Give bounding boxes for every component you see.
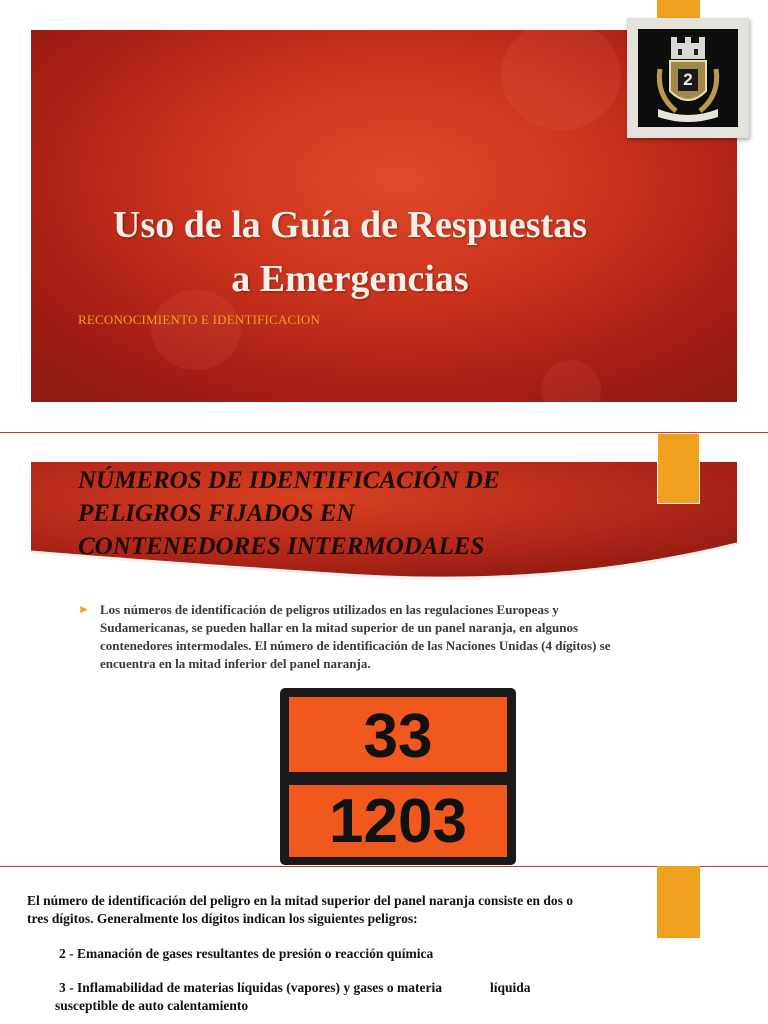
slide-divider: [0, 432, 768, 433]
crest-number: 2: [683, 70, 693, 89]
logo-frame: [627, 18, 749, 138]
section-title-line-2: PELIGROS FIJADOS EN: [78, 500, 355, 527]
hazard-digit-3-description-line2: susceptible de auto calentamiento: [55, 998, 249, 1013]
hazard-digit-3-description: 3 - Inflamabilidad de materias líquidas (vapores) y gases o materia: [59, 980, 443, 995]
section-accent-tab: [657, 433, 700, 504]
section-title-line-1: NÚMEROS DE IDENTIFICACIÓN DE: [78, 467, 500, 494]
logo-accent-tab: [657, 0, 700, 18]
bullet-arrow-icon: ►: [78, 602, 90, 616]
crest-logo: [638, 29, 738, 127]
hazard-identification-number: 33: [363, 702, 433, 771]
slide-title: [0, 0, 768, 432]
section-title: [78, 464, 598, 563]
section-title-line-3: CONTENEDORES INTERMODALES: [78, 533, 485, 560]
slide-divider-2: [0, 866, 768, 867]
section-body-text: Los números de identificación de peligros utilizados en las regulaciones Europeas y Sudamericanas, se pueden hallar en la mitad superior de un panel naranja, en algunos contenedores intermodales. El número de identificación de las Naciones Unidas (4 dígitos) se encuentra en la mitad inferior del panel naranja.: [100, 602, 611, 671]
title-line-2: a Emergencias: [231, 258, 469, 300]
un-number: 1203: [329, 787, 467, 856]
hazard-digit-2-description: 2 - Emanación de gases resultantes de presión o reacción química: [59, 946, 434, 961]
slide-subtitle: RECONOCIMIENTO E IDENTIFICACION: [78, 312, 321, 327]
slide-title-text: [60, 198, 640, 306]
title-line-1: Uso de la Guía de Respuestas: [113, 204, 587, 246]
hazard-digits-intro: El número de identificación del peligro en la mitad superior del panel naranja consiste en dos o tres dígitos. Generalmente los dígitos indican los siguientes peligros:: [27, 893, 574, 926]
slide3-accent-tab: [657, 866, 700, 938]
hazard-digit-3-description-cont: líquida: [490, 980, 531, 995]
